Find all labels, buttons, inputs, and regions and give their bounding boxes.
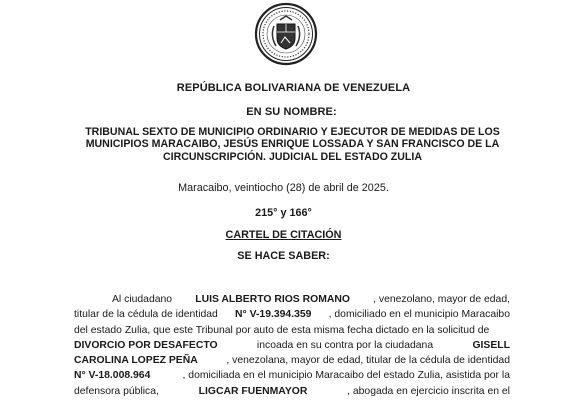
body-text-fragment: , venezolana, mayor de edad, titular de la cédula de identidad bbox=[226, 355, 510, 367]
petitioner-id: N° V-18.008.964 bbox=[74, 370, 151, 382]
years-line: 215° y 166° bbox=[255, 207, 312, 219]
body-text-fragment: incoada en su contra por la ciudadana bbox=[256, 339, 434, 351]
document-title bbox=[0, 229, 567, 241]
body-text-fragment: Al ciudadano bbox=[112, 294, 173, 305]
respondent-name: LUIS ALBERTO RIOS ROMANO bbox=[195, 294, 350, 305]
body-text-fragment: defensora pública, bbox=[74, 385, 159, 397]
court-name-line: TRIBUNAL SEXTO DE MUNICIPIO ORDINARIO Y EJECUTOR DE MEDIDAS DE LOS bbox=[85, 126, 500, 138]
body-text-fragment: , venezolano, mayor de edad, bbox=[373, 294, 510, 305]
petitioner-name-part: CAROLINA LOPEZ PEÑA bbox=[74, 355, 198, 367]
body-text-fragment: , abogada en ejercicio inscrita en el bbox=[347, 385, 510, 397]
coat-of-arms-seal-icon bbox=[254, 2, 318, 66]
body-text-fragment: del estado Zulia, que este Tribunal por auto de esta misma fecha dictado en la solicitud de bbox=[74, 324, 490, 336]
body-line bbox=[74, 353, 510, 368]
court-name-line: CIRCUNSCRIPCIÓN. JUDICIAL DEL ESTADO ZULIA bbox=[163, 150, 422, 163]
respondent-id: N° V-19.394.359 bbox=[235, 309, 312, 321]
republic-heading: REPÚBLICA BOLIVARIANA DE VENEZUELA bbox=[176, 82, 411, 94]
body-text-fragment: , domiciliada en el municipio Maracaibo del estado Zulia, asistida por la bbox=[182, 370, 510, 382]
body-text-fragment: titular de la cédula de identidad bbox=[74, 309, 218, 321]
place-and-date: Maracaibo, veintiocho (28) de abril de 2025. bbox=[178, 182, 389, 194]
court-name-block bbox=[70, 126, 515, 163]
court-name-line: MUNICIPIOS MARACAIBO, JESÚS ENRIQUE LOSSADA Y SAN FRANCISCO DE LA bbox=[85, 138, 500, 151]
body-paragraph bbox=[74, 292, 510, 399]
case-type: DIVORCIO POR DESAFECTO bbox=[74, 339, 218, 351]
body-line bbox=[74, 368, 510, 383]
body-text-fragment: , domiciliado en el municipio Maracaibo bbox=[328, 309, 510, 321]
in-name-heading: EN SU NOMBRE: bbox=[246, 106, 337, 118]
body-line bbox=[74, 292, 510, 307]
body-line bbox=[74, 384, 510, 399]
petitioner-name-part: GISELL bbox=[472, 339, 510, 351]
body-line bbox=[74, 323, 510, 338]
public-defender-name: LIGCAR FUENMAYOR bbox=[198, 385, 308, 397]
body-line bbox=[74, 307, 510, 322]
body-line bbox=[74, 338, 510, 353]
document-subtitle: SE HACE SABER: bbox=[237, 250, 330, 262]
document-title-text: CARTEL DE CITACIÓN bbox=[225, 229, 342, 241]
